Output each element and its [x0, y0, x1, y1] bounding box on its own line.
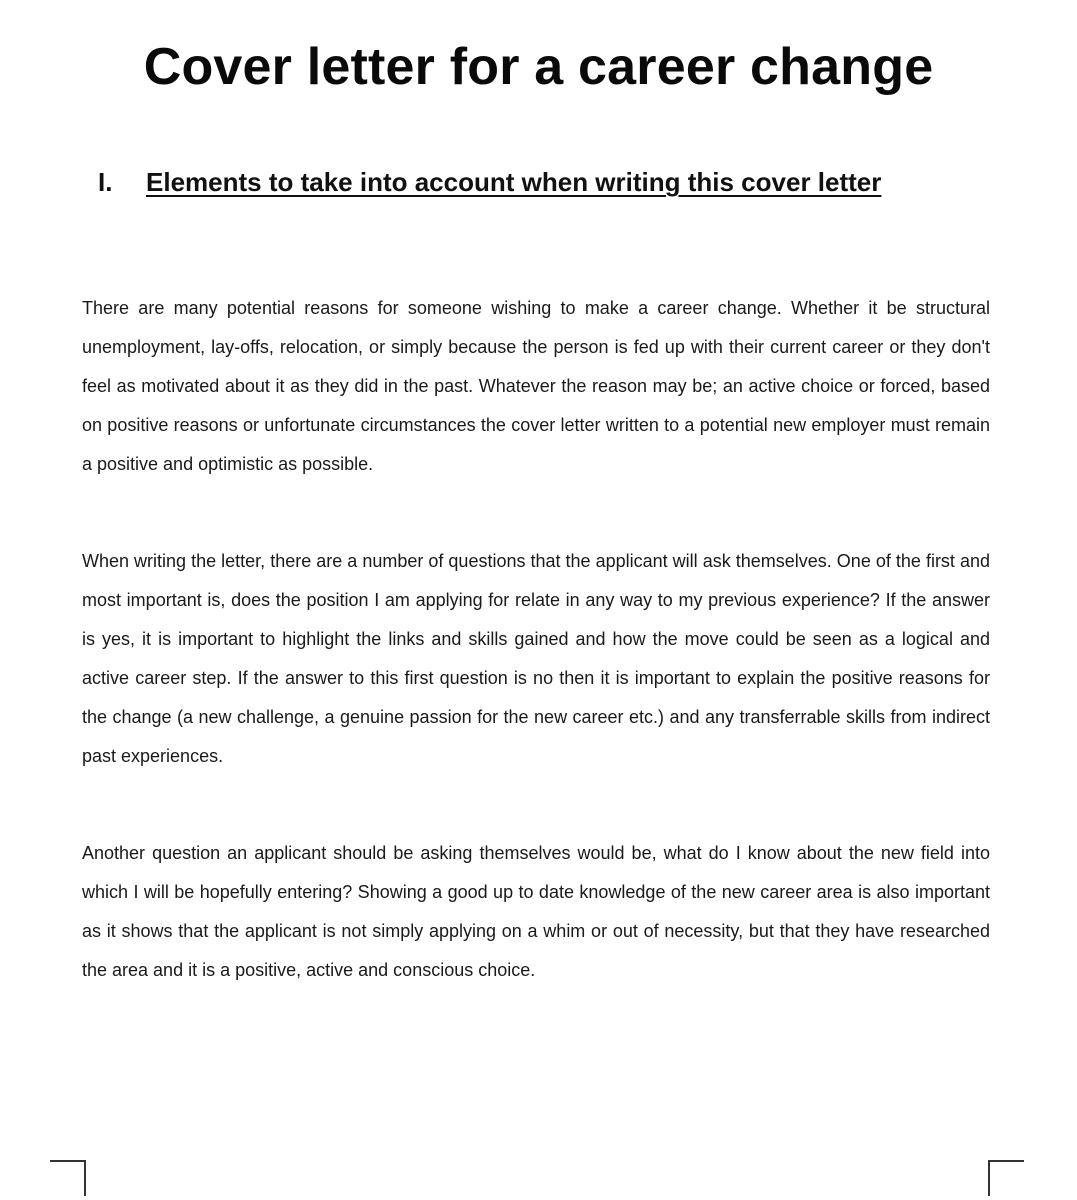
- page-corner-mark-left: [50, 1160, 86, 1196]
- body-paragraph-2: When writing the letter, there are a number of questions that the applicant will ask themselves. One of the first and most important is, does the position I am applying for relate in any way to my previous experience? If the answer is yes, it is important to highlight the links and skills gained and how the move could be seen as a logical and active career step. If the answer to this first question is no then it is important to explain the positive reasons for the change (a new challenge, a genuine passion for the new career etc.) and any transferrable skills from indirect past experiences.: [82, 551, 990, 766]
- document-title: Cover letter for a career change: [143, 38, 934, 96]
- page-corner-mark-right: [988, 1160, 1024, 1196]
- body-paragraph-3: Another question an applicant should be asking themselves would be, what do I know about the new field into which I will be hopefully entering? Showing a good up to date knowledge of the new career area is also important as it shows that the applicant is not simply applying on a whim or out of necessity, but that they have researched the area and it is a positive, active and conscious choice.: [82, 843, 990, 980]
- body-paragraph-1: There are many potential reasons for someone wishing to make a career change. Whether it be structural unemployment, lay-offs, relocation, or simply because the person is fed up with their current career or they don't feel as motivated about it as they did in the past. Whatever the reason may be; an active choice or forced, based on positive reasons or unfortunate circumstances the cover letter written to a potential new employer must remain a positive and optimistic as possible.: [82, 298, 990, 474]
- section-heading: [98, 164, 881, 200]
- section-heading-text: Elements to take into account when writing this cover letter: [146, 167, 882, 197]
- section-number: I.: [98, 167, 113, 197]
